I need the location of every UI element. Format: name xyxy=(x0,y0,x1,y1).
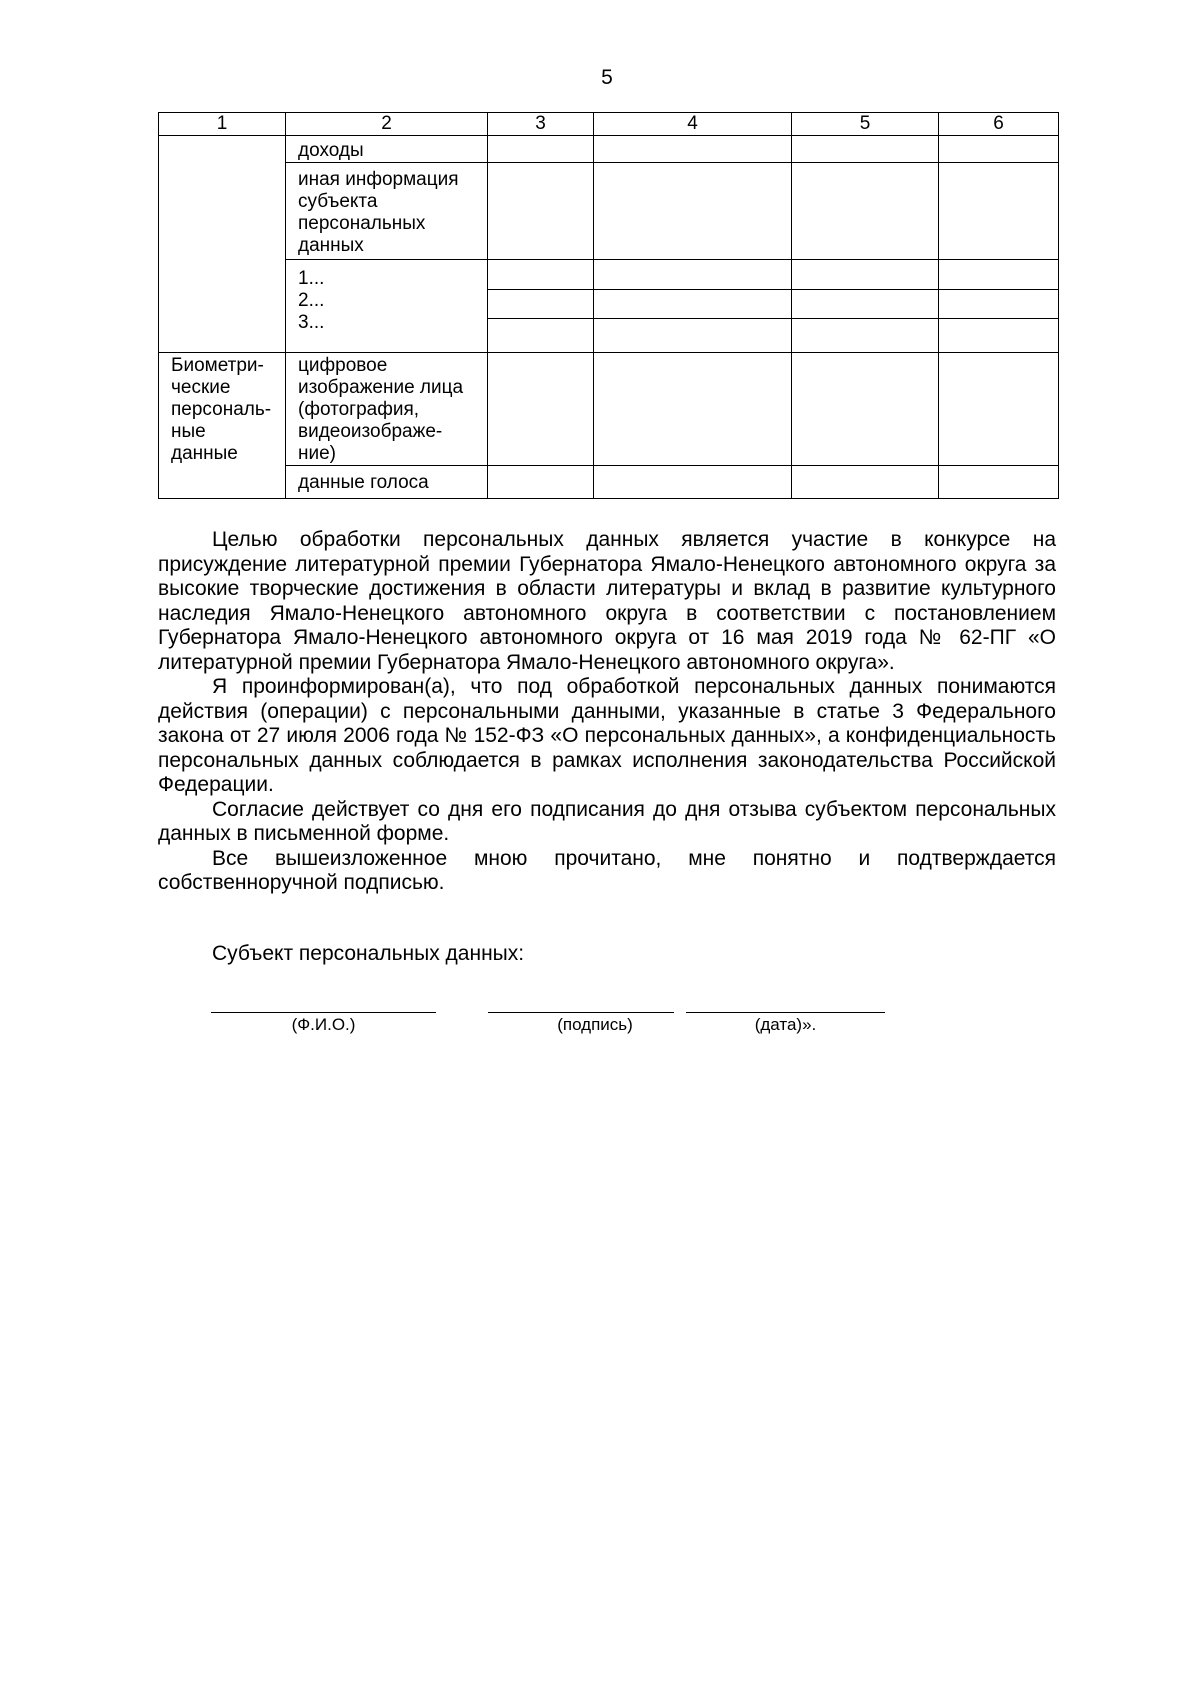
date-line xyxy=(686,1012,885,1013)
table-row xyxy=(159,466,1059,499)
header-cell: 3 xyxy=(488,113,594,136)
row-income: доходы xyxy=(286,136,488,163)
date-caption: (дата)». xyxy=(754,1015,817,1034)
personal-data-table xyxy=(158,112,1059,499)
fio-line xyxy=(211,1012,436,1013)
header-cell: 1 xyxy=(159,113,286,136)
header-cell: 6 xyxy=(939,113,1059,136)
paragraph-informed: Я проинформирован(а), что под обработкой персональных данных понимаются действия (операции) с персональными данными, указанные в статье 3 Федерального закона от 27 июля 2006 года № 152-ФЗ «О персональных данных», а конфиденциальность персональных данных соблюдается в рамках исполнения законодательства Российской Федерации. xyxy=(158,675,1056,796)
subject-label: Субъект персональных данных: xyxy=(212,942,525,965)
header-cell: 4 xyxy=(594,113,792,136)
category-cell-empty xyxy=(159,136,286,353)
page-number: 5 xyxy=(601,66,613,89)
table-header-row xyxy=(159,113,1059,136)
signature-caption: (подпись) xyxy=(557,1015,633,1034)
header-cell: 2 xyxy=(286,113,488,136)
row-voice-data: данные голоса xyxy=(286,466,488,499)
row-other-info: иная информация субъекта персональных данных xyxy=(286,163,488,260)
signature-line xyxy=(488,1012,674,1013)
consent-text xyxy=(158,528,1056,896)
paragraph-validity: Согласие действует со дня его подписания до дня отзыва субъектом персональных данных в письменной форме. xyxy=(158,797,1056,845)
fio-caption: (Ф.И.О.) xyxy=(291,1015,356,1034)
table-row xyxy=(159,353,1059,466)
row-numbered-items: 1... 2... 3... xyxy=(286,260,488,353)
table-row xyxy=(159,136,1059,163)
table-row xyxy=(159,260,1059,290)
category-biometric: Биометри- ческие персональ- ные данные xyxy=(159,353,286,499)
table-row xyxy=(159,163,1059,260)
paragraph-purpose: Целью обработки персональных данных является участие в конкурсе на присуждение литературной премии Губернатора Ямало-Ненецкого автономного округа за высокие творческие достижения в области литературы и вклад в развитие культурного наследия Ямало-Ненецкого автономного округа в соответствии с постановлением Губернатора Ямало-Ненецкого автономного округа от 16 мая 2019 года № 62-ПГ «О литературной премии Губернатора Ямало-Ненецкого автономного округа». xyxy=(158,528,1056,674)
paragraph-confirmation: Все вышеизложенное мною прочитано, мне понятно и подтверждается собственноручной подписью. xyxy=(158,846,1056,894)
header-cell: 5 xyxy=(792,113,939,136)
row-face-image: цифровое изображение лица (фотография, видеоизображе- ние) xyxy=(286,353,488,466)
